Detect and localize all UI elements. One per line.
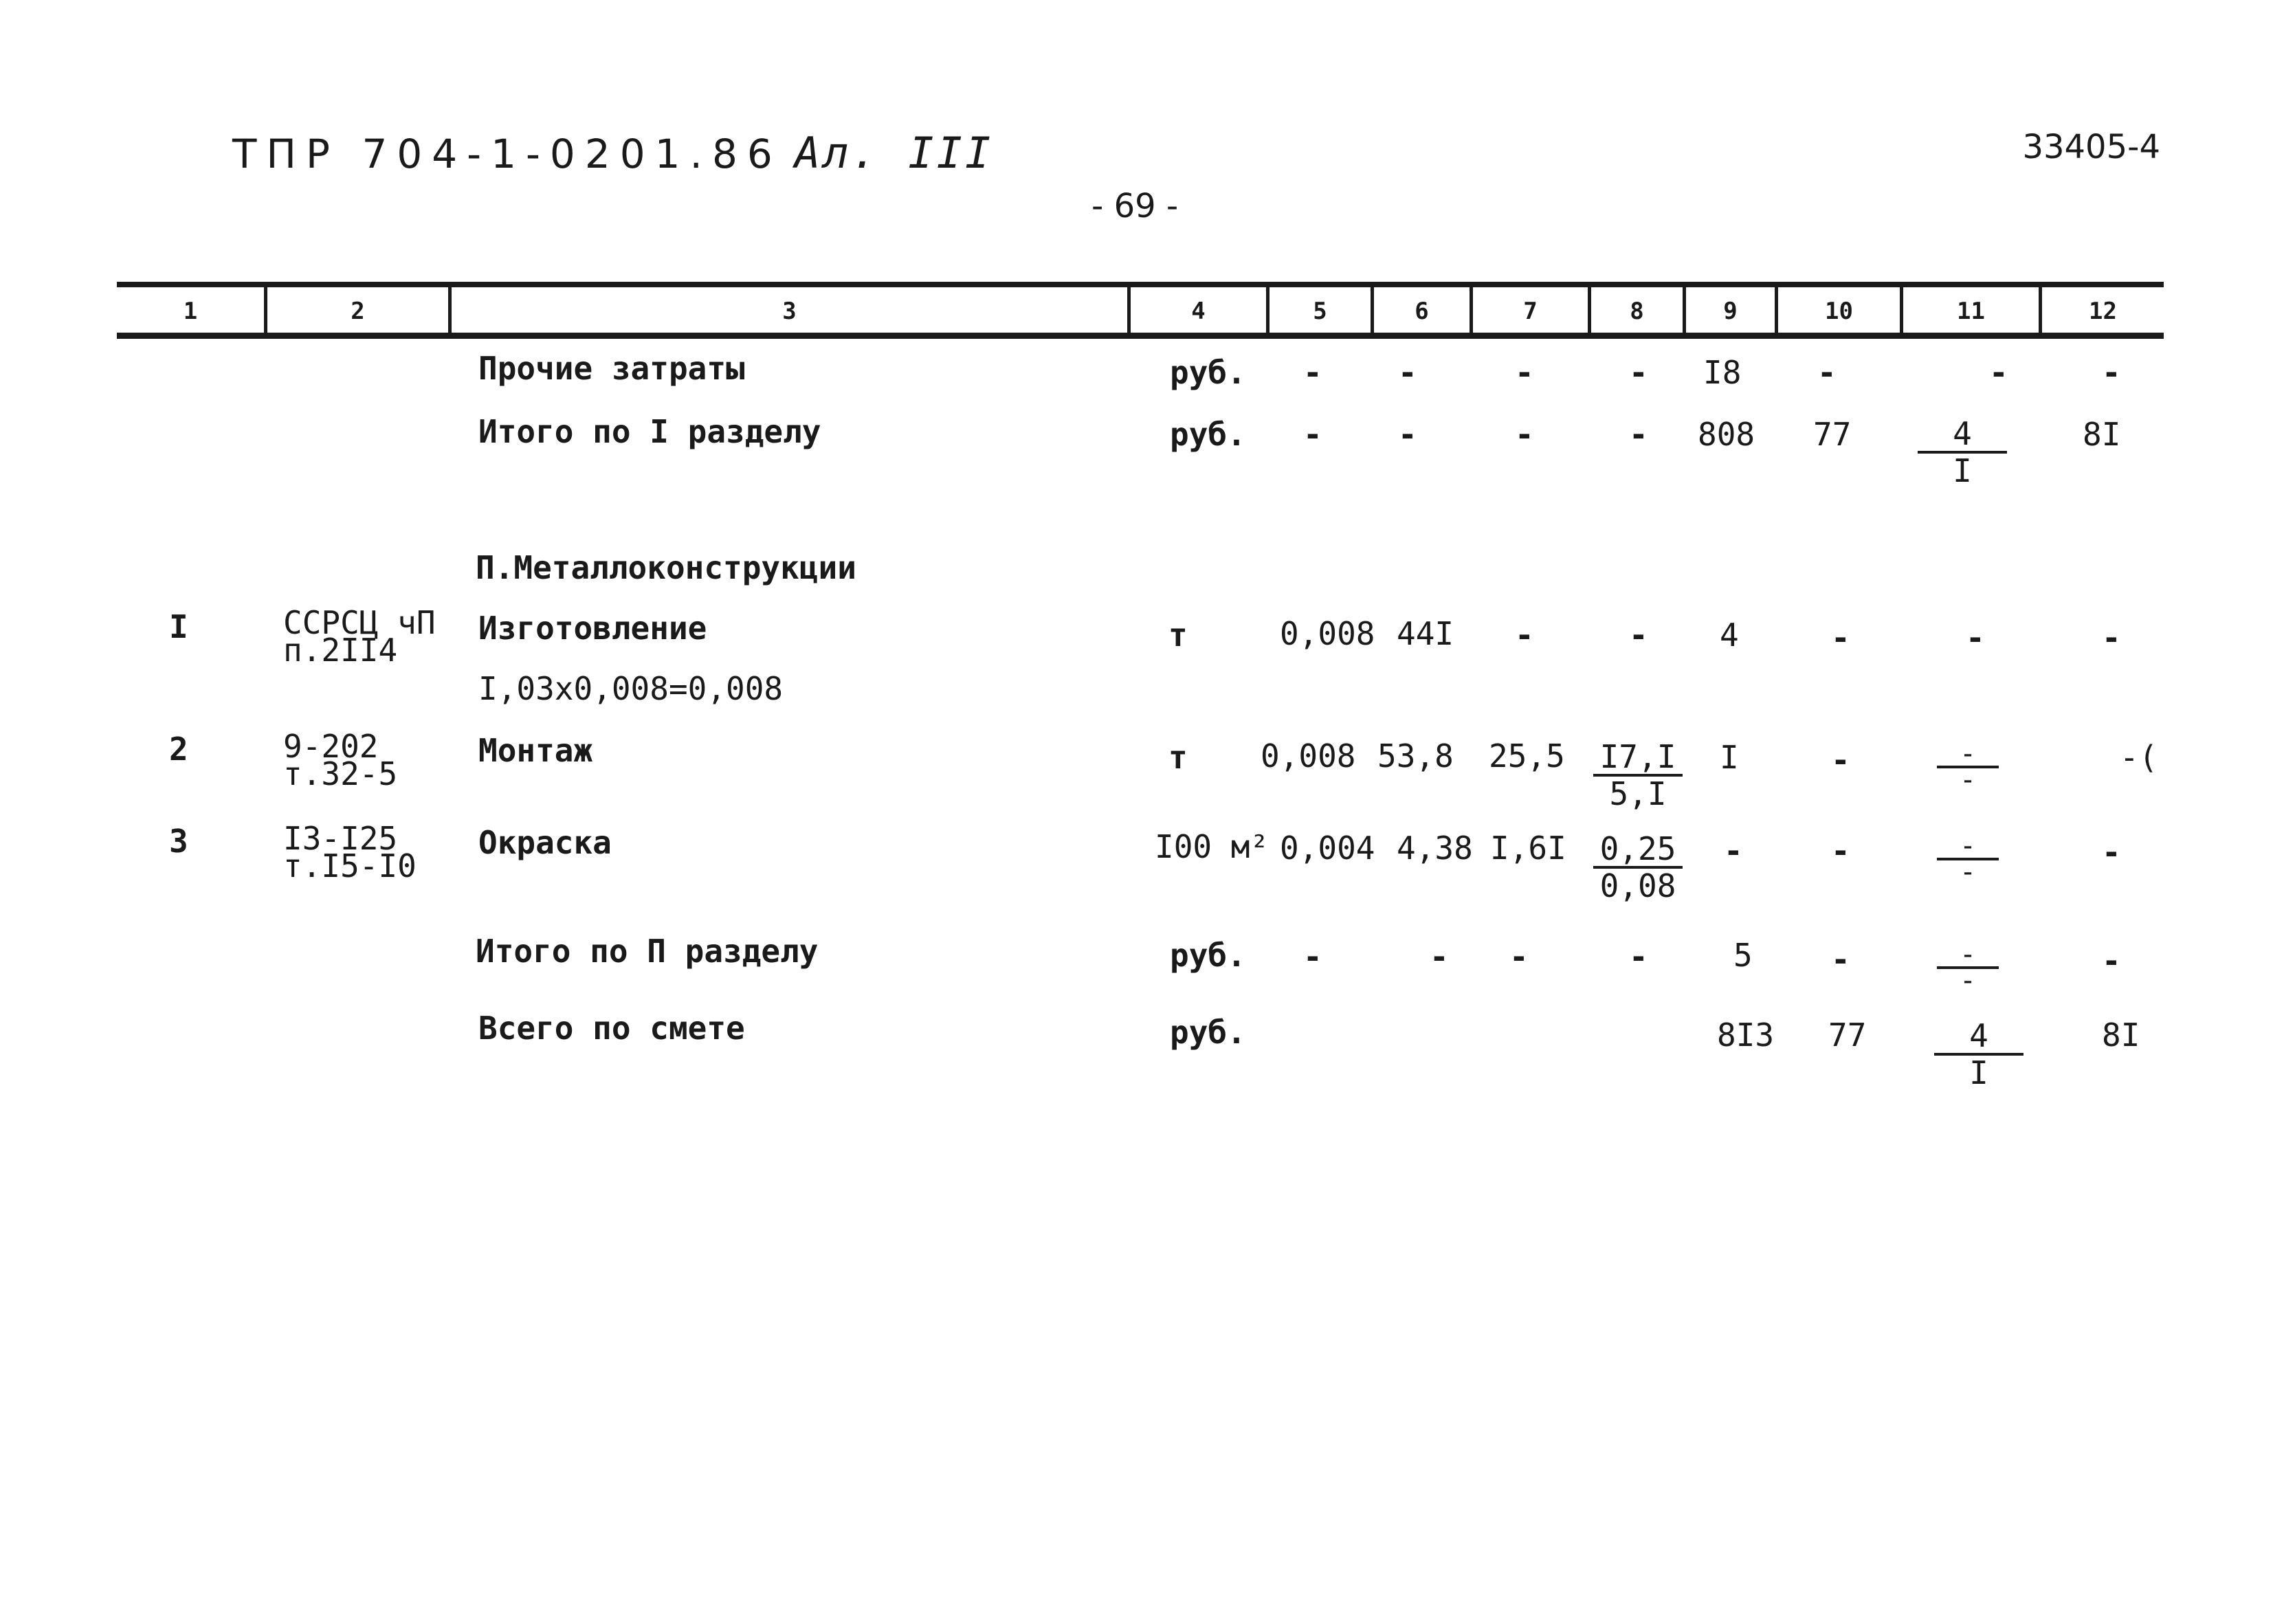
norm-reference-line: п.2II4: [283, 632, 398, 669]
column-header-1: 1: [183, 298, 198, 325]
item-name: Прочие затраты: [478, 350, 745, 387]
cell-value: -: [1831, 941, 1850, 978]
unit: I00 м²: [1155, 828, 1269, 865]
cell-value: -: [1303, 354, 1322, 391]
fraction-cell: [1593, 739, 1683, 811]
fraction-numerator: 4: [1918, 416, 2007, 454]
cell-value: 8I: [2083, 416, 2121, 453]
cell-value: -: [1831, 742, 1850, 779]
doc-number: 33405-4: [2022, 128, 2160, 166]
row-number: 3: [169, 823, 188, 860]
page-number: - 69 -: [1091, 187, 1179, 225]
cell-value: -: [1629, 938, 1648, 975]
fraction-denominator: -: [1959, 856, 1977, 888]
row-number: I: [169, 608, 188, 645]
fraction-cell: [1593, 832, 1683, 903]
fraction-numerator: -: [1937, 943, 1999, 969]
table-header-top-rule: [117, 282, 2164, 287]
column-header-5: 5: [1313, 298, 1327, 325]
fraction-numerator: 4: [1934, 1019, 2023, 1056]
item-name: Монтаж: [478, 732, 593, 769]
norm-reference: [283, 604, 436, 669]
unit: руб.: [1170, 937, 1246, 974]
cell-value: -: [2102, 619, 2121, 656]
fraction-denominator: 5,I: [1609, 775, 1667, 812]
item-name: Всего по смете: [478, 1010, 745, 1047]
cell-value: -: [1515, 354, 1534, 391]
cell-value: -: [1303, 938, 1322, 975]
cell-value: -: [1989, 354, 2008, 391]
cell-value: -: [1398, 416, 1417, 453]
norm-reference-line: I3-I25: [283, 820, 398, 857]
cell-value: 0,004: [1280, 830, 1375, 867]
unit: т: [1168, 616, 1188, 654]
column-header-8: 8: [1630, 298, 1644, 325]
cell-value: 808: [1698, 416, 1755, 453]
fraction-denominator: 0,08: [1599, 867, 1676, 904]
column-header-9: 9: [1723, 298, 1738, 325]
unit: т: [1168, 739, 1188, 776]
fraction-cell: [1918, 416, 2007, 488]
norm-reference-line: ССРСЦ чП: [283, 604, 436, 641]
cell-value: 77: [1828, 1016, 1867, 1054]
cell-value: -: [1831, 619, 1850, 656]
cell-value: -: [1398, 354, 1417, 391]
cell-value: -: [1430, 938, 1449, 975]
cell-value: 8I: [2102, 1016, 2140, 1054]
row-number: 2: [169, 731, 188, 768]
item-name: Изготовление: [478, 610, 707, 647]
cell-value: -: [2102, 354, 2121, 391]
fraction-cell: [1937, 939, 1999, 997]
fraction-cell: [1937, 738, 1999, 796]
cell-value: -: [1515, 616, 1534, 654]
column-header-7: 7: [1523, 298, 1538, 325]
item-name: Окраска: [478, 824, 612, 861]
fraction-numerator: 0,25: [1593, 832, 1683, 869]
norm-reference: [283, 728, 398, 792]
cell-value: -: [2102, 942, 2121, 979]
fraction-denominator: I: [1953, 452, 1972, 489]
column-header-3: 3: [782, 298, 797, 325]
unit: руб.: [1170, 1014, 1246, 1051]
cell-value: -: [2102, 834, 2121, 871]
cell-value: I8: [1703, 354, 1742, 391]
cell-value: 8I3: [1717, 1016, 1775, 1054]
cell-value: I,6I: [1490, 830, 1566, 867]
column-header-2: 2: [351, 298, 365, 325]
cell-value: 25,5: [1489, 737, 1565, 775]
cell-value: 0,008: [1261, 737, 1356, 775]
cell-value: 5: [1733, 937, 1753, 974]
column-header-6: 6: [1415, 298, 1429, 325]
cell-value: -: [1629, 416, 1648, 453]
norm-reference-line: т.32-5: [283, 755, 398, 792]
column-header-12: 12: [2089, 298, 2117, 325]
table-header-bottom-rule: [117, 333, 2164, 339]
cell-value: I: [1720, 739, 1739, 776]
cell-value: 53,8: [1377, 737, 1454, 775]
unit: руб.: [1170, 354, 1246, 391]
fraction-numerator: -: [1937, 742, 1999, 768]
cell-value: 44I: [1397, 615, 1454, 652]
section-heading: П.Металлоконструкции: [476, 549, 856, 586]
cell-value: -: [1303, 416, 1322, 453]
sheet-code: ТПР 704-1-0201.86: [232, 131, 782, 177]
item-calculation: I,03x0,008=0,008: [478, 670, 784, 707]
cell-value: -: [1629, 616, 1648, 654]
cell-value: -: [1831, 832, 1850, 869]
fraction-cell: [1934, 1019, 2023, 1090]
cell-value: 4,38: [1397, 830, 1473, 867]
fraction-numerator: -: [1937, 834, 1999, 860]
cell-value: -: [1817, 354, 1837, 391]
cell-value: -: [1966, 619, 1985, 656]
fraction-cell: [1937, 830, 1999, 888]
column-header-10: 10: [1825, 298, 1853, 325]
sheet-mark: Ал. III: [795, 128, 994, 178]
column-header-4: 4: [1191, 298, 1206, 325]
unit: руб.: [1170, 416, 1246, 453]
cell-value: -: [1509, 938, 1529, 975]
fraction-denominator: -: [1959, 764, 1977, 796]
cell-value: -(: [2120, 739, 2158, 776]
norm-reference: [283, 820, 417, 885]
fraction-numerator: I7,I: [1593, 739, 1683, 777]
column-header-11: 11: [1957, 298, 1985, 325]
fraction-denominator: I: [1969, 1054, 1988, 1091]
item-name: Итого по I разделу: [478, 413, 821, 450]
cell-value: -: [1629, 354, 1648, 391]
cell-value: 77: [1813, 416, 1852, 453]
fraction-denominator: -: [1959, 965, 1977, 997]
cell-value: 4: [1720, 616, 1739, 654]
cell-value: -: [1515, 416, 1534, 453]
norm-reference-line: 9-202: [283, 728, 379, 765]
item-name: Итого по П разделу: [476, 933, 819, 970]
cell-value: -: [1724, 832, 1743, 869]
cell-value: 0,008: [1280, 615, 1375, 652]
norm-reference-line: т.I5-I0: [283, 847, 417, 885]
